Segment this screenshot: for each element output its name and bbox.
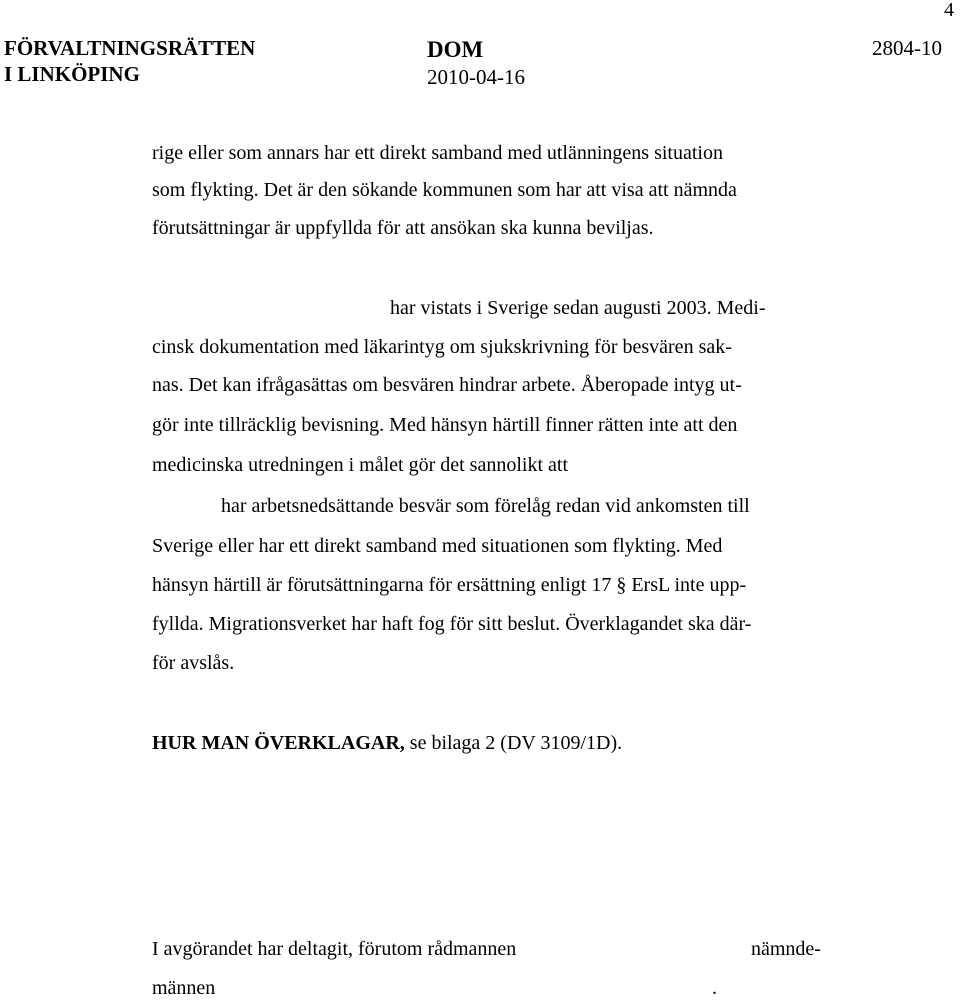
document-type: DOM	[427, 37, 484, 62]
paragraph2-line7: Sverige eller har ett direkt samband med situationen som flykting. Med	[152, 535, 723, 557]
footer-line1-text: I avgörandet har deltagit, förutom rådmannen	[152, 938, 517, 960]
footer-line1-continuation: nämnde-	[751, 938, 821, 960]
paragraph2-line5: medicinska utredningen i målet gör det sannolikt att	[152, 454, 569, 476]
paragraph1-line1: rige eller som annars har ett direkt samband med utlänningens situation	[152, 142, 723, 164]
case-number: 2804-10	[872, 36, 942, 60]
court-name-line2: I LINKÖPING	[4, 62, 140, 86]
appeal-heading: HUR MAN ÖVERKLAGAR,	[152, 732, 405, 754]
footer-line2-text: männen	[152, 977, 216, 999]
paragraph2-line8: hänsyn härtill är förutsättningarna för ersättning enligt 17 § ErsL inte upp-	[152, 574, 747, 596]
paragraph2-line10: för avslås.	[152, 652, 235, 674]
page-number: 4	[944, 0, 954, 21]
appeal-text: se bilaga 2 (DV 3109/1D).	[404, 732, 623, 754]
court-name-line1: FÖRVALTNINGSRÄTTEN	[4, 36, 256, 60]
footer-line2-period: .	[712, 977, 717, 999]
paragraph2-line4: gör inte tillräcklig bevisning. Med hänsyn härtill finner rätten inte att den	[152, 414, 738, 436]
paragraph1-line3: förutsättningar är uppfyllda för att ansökan ska kunna beviljas.	[152, 217, 654, 239]
paragraph2-line6: har arbetsnedsättande besvär som förelåg redan vid ankomsten till	[221, 495, 750, 517]
appeal-instructions	[152, 733, 622, 753]
paragraph2-line2: cinsk dokumentation med läkarintyg om sjukskrivning för besvären sak-	[152, 336, 732, 358]
document-date: 2010-04-16	[427, 65, 525, 89]
paragraph1-line2: som flykting. Det är den sökande kommunen som har att visa att nämnda	[152, 179, 737, 201]
paragraph2-line3: nas. Det kan ifrågasättas om besvären hindrar arbete. Åberopade intyg ut-	[152, 374, 742, 396]
paragraph2-line1: har vistats i Sverige sedan augusti 2003. Medi-	[390, 297, 766, 319]
paragraph2-line9: fyllda. Migrationsverket har haft fog för sitt beslut. Överklagandet ska där-	[152, 613, 752, 635]
